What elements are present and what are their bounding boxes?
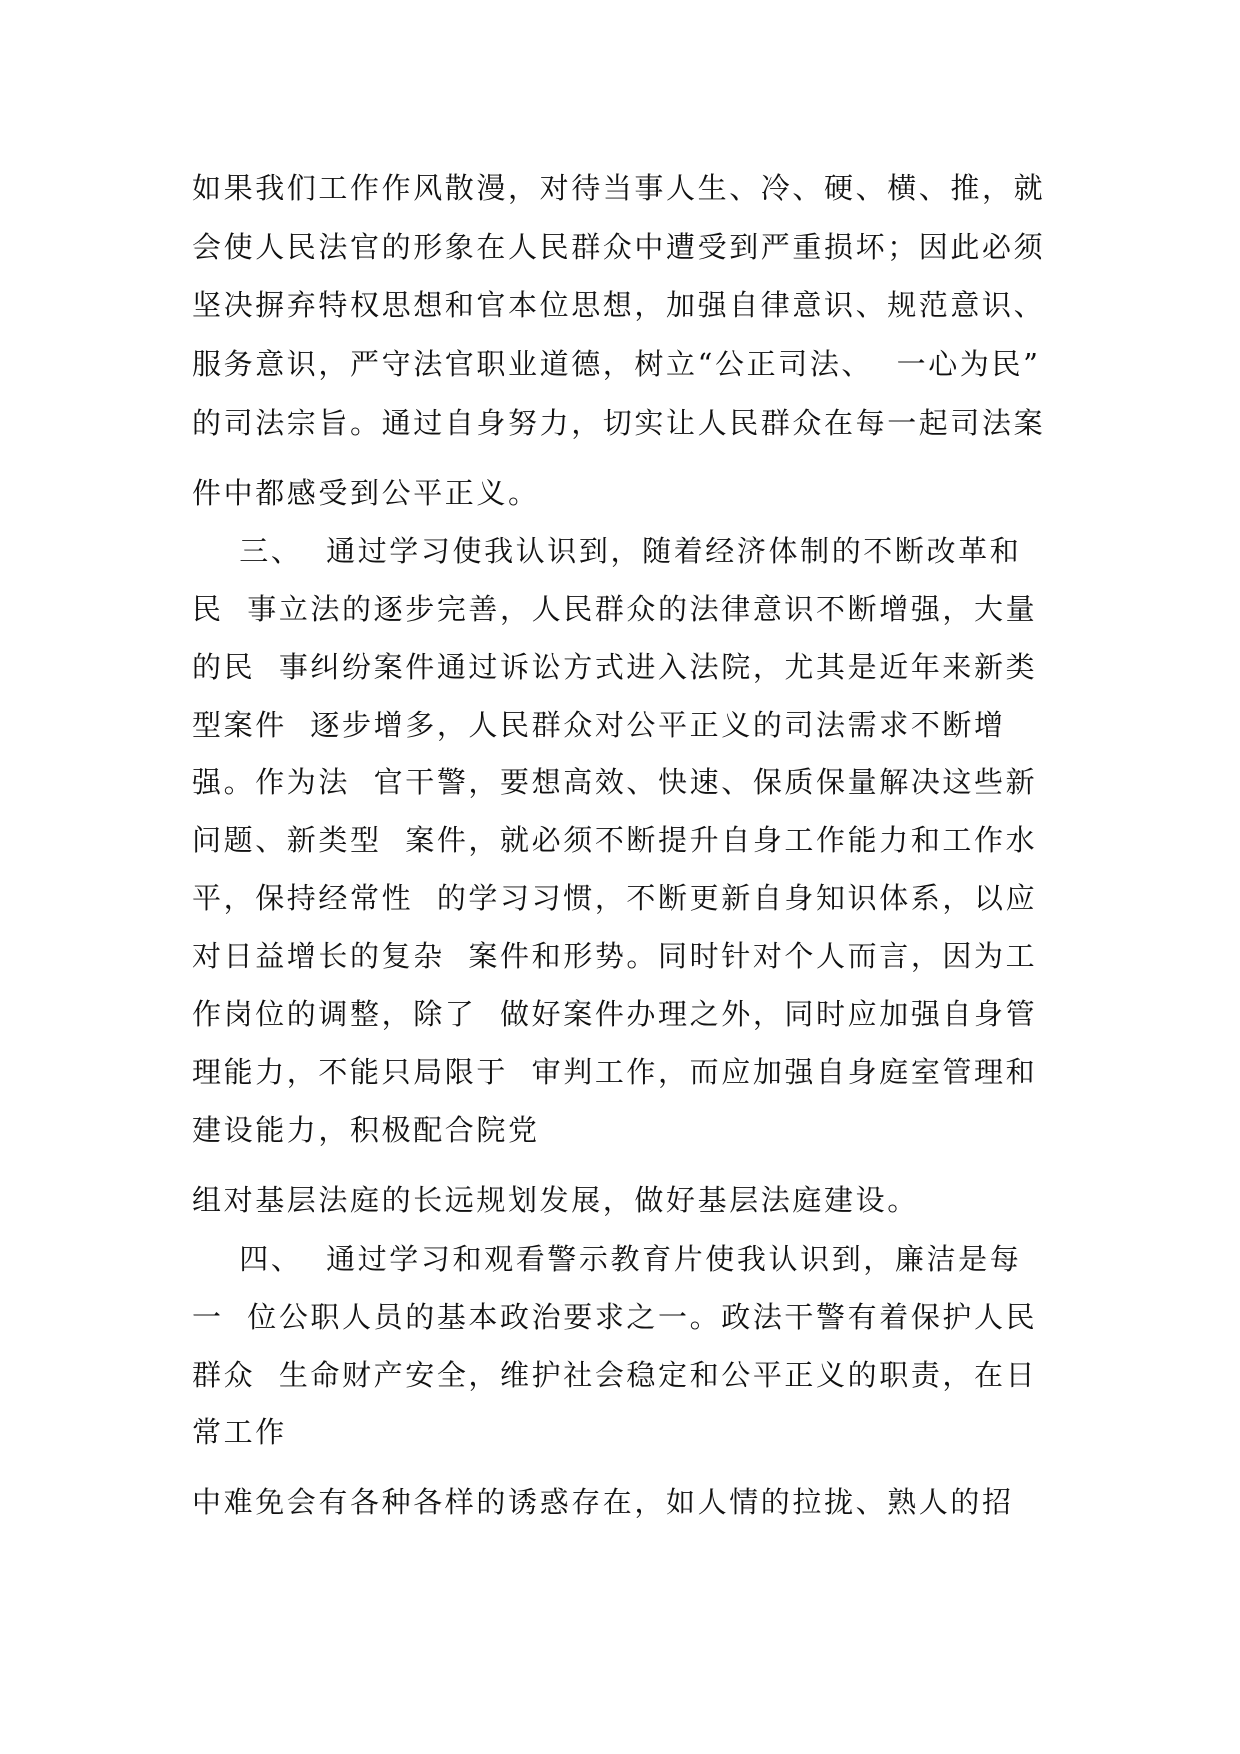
text-line: 三、 通过学习使我认识到，随着经济体制的不断改革和 bbox=[192, 534, 1022, 568]
text-line: 一 位公职人员的基本政治要求之一。政法干警有着保护人民 bbox=[192, 1300, 1038, 1334]
text-line: 作岗位的调整，除了 做好案件办理之外，同时应加强自身管 bbox=[192, 997, 1038, 1031]
text-line: 的民 事纠纷案件通过诉讼方式进入法院，尤其是近年来新类 bbox=[192, 650, 1038, 684]
text-line: 建设能力，积极配合院党 bbox=[192, 1113, 540, 1147]
text-line: 坚决摒弃特权思想和官本位思想，加强自律意识、规范意识、 bbox=[192, 288, 1046, 322]
text-line: 常工作 bbox=[192, 1415, 287, 1449]
text-line: 会使人民法官的形象在人民群众中遭受到严重损坏；因此必须 bbox=[192, 230, 1046, 264]
text-line: 服务意识，严守法官职业道德，树立“公正司法、 一心为民” bbox=[192, 347, 1041, 381]
text-line: 平，保持经常性 的学习习惯，不断更新自身知识体系，以应 bbox=[192, 881, 1038, 915]
text-line: 群众 生命财产安全，维护社会稳定和公平正义的职责，在日 bbox=[192, 1358, 1038, 1392]
text-line: 如果我们工作作风散漫，对待当事人生、冷、硬、横、推，就 bbox=[192, 171, 1046, 205]
text-line: 的司法宗旨。通过自身努力，切实让人民群众在每一起司法案 bbox=[192, 406, 1046, 440]
text-line: 四、 通过学习和观看警示教育片使我认识到，廉洁是每 bbox=[192, 1242, 1022, 1276]
text-line: 件中都感受到公平正义。 bbox=[192, 476, 540, 510]
text-line: 民 事立法的逐步完善，人民群众的法律意识不断增强，大量 bbox=[192, 592, 1038, 626]
text-line: 中难免会有各种各样的诱惑存在，如人情的拉拢、熟人的招 bbox=[192, 1485, 1014, 1519]
text-line: 组对基层法庭的长远规划发展，做好基层法庭建设。 bbox=[192, 1183, 919, 1217]
text-line: 问题、新类型 案件，就必须不断提升自身工作能力和工作水 bbox=[192, 823, 1038, 857]
text-line: 理能力，不能只局限于 审判工作，而应加强自身庭室管理和 bbox=[192, 1055, 1038, 1089]
text-line: 强。作为法 官干警，要想高效、快速、保质保量解决这些新 bbox=[192, 765, 1038, 799]
text-line: 对日益增长的复杂 案件和形势。同时针对个人而言，因为工 bbox=[192, 939, 1038, 973]
text-line: 型案件 逐步增多，人民群众对公平正义的司法需求不断增 bbox=[192, 708, 1006, 742]
